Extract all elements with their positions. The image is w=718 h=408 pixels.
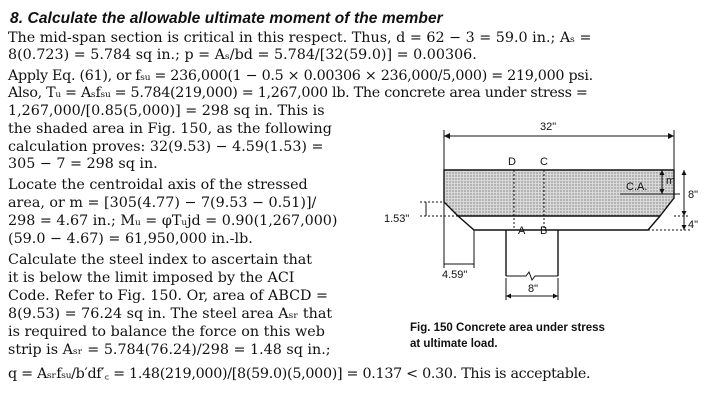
caption-line-1: Fig. 150 Concrete area under stress	[410, 322, 605, 334]
text-line: calculation proves: 32(9.53) − 4.59(1.53) =	[8, 139, 324, 155]
text-line: 298 = 4.67 in.; Mᵤ = φTᵤjd = 0.90(1,267,000)	[8, 213, 338, 229]
figure-caption	[410, 320, 605, 352]
shaded-stressed-area	[444, 170, 674, 216]
text-line: Apply Eq. (61), or fₛᵤ = 236,000(1 − 0.5 × 0.00306 × 236,000/5,000) = 219,000 psi.	[8, 68, 593, 84]
text-line: Calculate the steel index to ascertain that	[8, 252, 313, 268]
caption-line-2: at ultimate load.	[410, 338, 498, 350]
text-line: 1,267,000/[0.85(5,000)] = 298 sq in. This is	[8, 103, 325, 119]
text-line: 8(9.53) = 76.24 sq in. The steel area Aₛᵣ that	[8, 306, 333, 322]
text-line: Also, Tᵤ = Aₛfₛᵤ = 5.784(219,000) = 1,267,000 lb. The concrete area under stress =	[8, 85, 588, 101]
label-d: D	[508, 156, 516, 168]
label-8: 8"	[688, 189, 699, 201]
label-153: 1.53"	[384, 213, 410, 225]
text-line: is required to balance the force on this web	[8, 324, 325, 340]
label-4: 4"	[688, 219, 699, 231]
text-line: Locate the centroidal axis of the stressed	[8, 177, 308, 193]
web-break-line	[506, 272, 558, 280]
label-m: m	[666, 175, 676, 187]
text-line: area, or m = [305(4.77) − 7(9.53 − 0.51)]/	[8, 195, 317, 211]
label-width-top: 32"	[540, 121, 557, 133]
label-c: C	[540, 156, 548, 168]
label-ca: C.A.	[626, 181, 648, 193]
text-line: (59.0 − 4.67) = 61,950,000 in.-lb.	[8, 231, 253, 247]
text-line: strip is Aₛᵣ = 5.784(76.24)/298 = 1.48 sq in.;	[8, 342, 331, 358]
text-line: 305 − 7 = 298 sq in.	[8, 156, 158, 172]
section-heading: 8. Calculate the allowable ultimate moment of the member	[10, 10, 443, 27]
flange-haunch-outline	[458, 216, 660, 230]
label-459: 4.59"	[442, 269, 468, 281]
text-line: Code. Refer to Fig. 150. Or, area of ABCD =	[8, 288, 329, 304]
text-line: The mid-span section is critical in this respect. Thus, d = 62 − 3 = 59.0 in.; Aₛ =	[8, 30, 592, 46]
label-b: B	[540, 225, 548, 237]
text-line: 8(0.723) = 5.784 sq in.; p = Aₛ/bd = 5.784/[32(59.0)] = 0.00306.	[8, 47, 477, 63]
label-web-width: 8"	[528, 283, 539, 295]
text-line: it is below the limit imposed by the ACI	[8, 270, 295, 286]
web-outline	[506, 230, 558, 276]
label-a: A	[518, 225, 526, 237]
text-line: q = Aₛᵣfₛᵤ/b′df′꜀ = 1.48(219,000)/[8(59.0)(5,000)] = 0.137 < 0.30. This is acceptable.	[8, 366, 591, 382]
text-line: the shaded area in Fig. 150, as the following	[8, 121, 332, 137]
